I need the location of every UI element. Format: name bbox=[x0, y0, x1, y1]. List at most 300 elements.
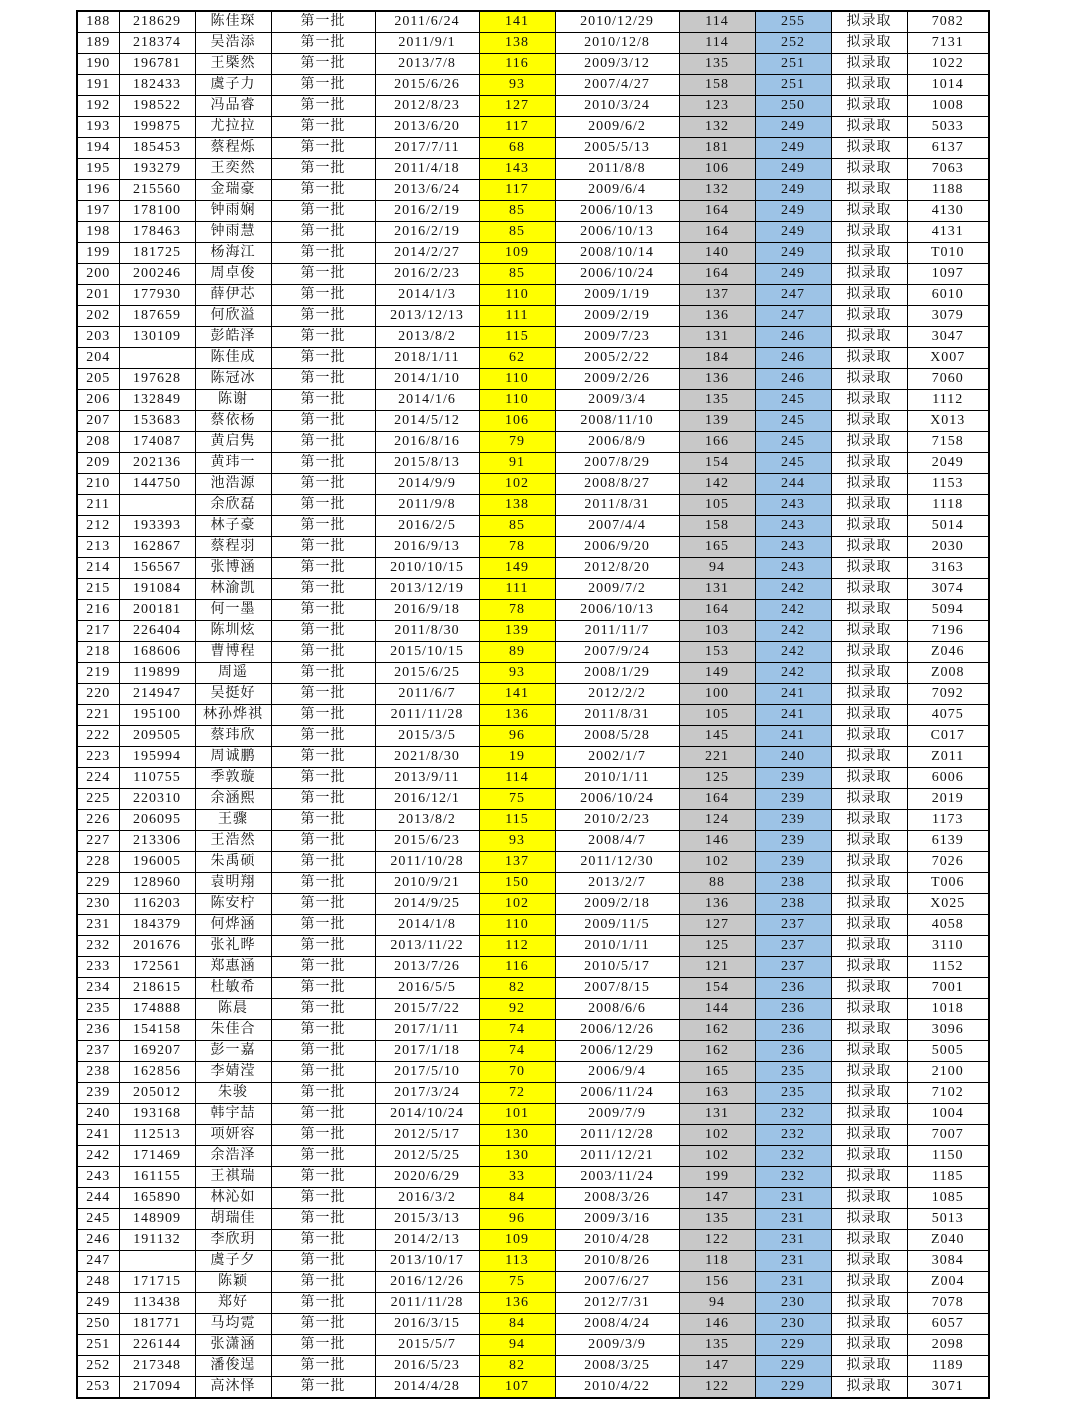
name-cell: 王浩然 bbox=[195, 831, 271, 852]
batch-cell: 第一批 bbox=[271, 222, 375, 243]
months2-cell: 145 bbox=[679, 726, 755, 747]
months2-cell: 158 bbox=[679, 75, 755, 96]
status-cell: 拟录取 bbox=[831, 369, 907, 390]
date2-cell: 2005/5/13 bbox=[555, 138, 679, 159]
table-row bbox=[77, 621, 989, 642]
rank-cell: 252 bbox=[77, 1356, 119, 1377]
months-cell: 107 bbox=[479, 1377, 555, 1399]
date1-cell: 2015/6/23 bbox=[375, 831, 479, 852]
name-cell: 陈佳琛 bbox=[195, 11, 271, 33]
table-row bbox=[77, 663, 989, 684]
code-cell: 6139 bbox=[907, 831, 989, 852]
batch-cell: 第一批 bbox=[271, 537, 375, 558]
date2-cell: 2008/3/25 bbox=[555, 1356, 679, 1377]
batch-cell: 第一批 bbox=[271, 1104, 375, 1125]
months-cell: 117 bbox=[479, 117, 555, 138]
table-row bbox=[77, 11, 989, 33]
id-cell: 213306 bbox=[119, 831, 195, 852]
rank-cell: 241 bbox=[77, 1125, 119, 1146]
date1-cell: 2016/12/1 bbox=[375, 789, 479, 810]
name-cell: 尤拉拉 bbox=[195, 117, 271, 138]
name-cell: 林渝凯 bbox=[195, 579, 271, 600]
rank-cell: 245 bbox=[77, 1209, 119, 1230]
table-row bbox=[77, 1335, 989, 1356]
code-cell: 3071 bbox=[907, 1377, 989, 1399]
date2-cell: 2012/2/2 bbox=[555, 684, 679, 705]
code-cell: 3047 bbox=[907, 327, 989, 348]
date1-cell: 2016/2/19 bbox=[375, 222, 479, 243]
name-cell: 李婧滢 bbox=[195, 1062, 271, 1083]
table-row bbox=[77, 915, 989, 936]
months-cell: 143 bbox=[479, 159, 555, 180]
status-cell: 拟录取 bbox=[831, 600, 907, 621]
months-cell: 94 bbox=[479, 1335, 555, 1356]
status-cell: 拟录取 bbox=[831, 789, 907, 810]
id-cell: 171469 bbox=[119, 1146, 195, 1167]
name-cell: 薛伊芯 bbox=[195, 285, 271, 306]
id-cell: 200246 bbox=[119, 264, 195, 285]
status-cell: 拟录取 bbox=[831, 1062, 907, 1083]
batch-cell: 第一批 bbox=[271, 978, 375, 999]
date2-cell: 2007/8/15 bbox=[555, 978, 679, 999]
batch-cell: 第一批 bbox=[271, 1251, 375, 1272]
months-cell: 113 bbox=[479, 1251, 555, 1272]
months2-cell: 199 bbox=[679, 1167, 755, 1188]
name-cell: 郑好 bbox=[195, 1293, 271, 1314]
rank-cell: 215 bbox=[77, 579, 119, 600]
rank-cell: 242 bbox=[77, 1146, 119, 1167]
name-cell: 蔡玮欣 bbox=[195, 726, 271, 747]
batch-cell: 第一批 bbox=[271, 348, 375, 369]
code-cell: 7131 bbox=[907, 33, 989, 54]
table-row bbox=[77, 327, 989, 348]
months-cell: 106 bbox=[479, 411, 555, 432]
date2-cell: 2010/4/22 bbox=[555, 1377, 679, 1399]
months-cell: 93 bbox=[479, 75, 555, 96]
table-row bbox=[77, 1020, 989, 1041]
months2-cell: 118 bbox=[679, 1251, 755, 1272]
months2-cell: 147 bbox=[679, 1356, 755, 1377]
months-cell: 111 bbox=[479, 306, 555, 327]
months-cell: 74 bbox=[479, 1041, 555, 1062]
months2-cell: 140 bbox=[679, 243, 755, 264]
rank-cell: 197 bbox=[77, 201, 119, 222]
months2-cell: 125 bbox=[679, 768, 755, 789]
id-cell: 184379 bbox=[119, 915, 195, 936]
code-cell: 7158 bbox=[907, 432, 989, 453]
name-cell: 林沁如 bbox=[195, 1188, 271, 1209]
date1-cell: 2017/7/11 bbox=[375, 138, 479, 159]
status-cell: 拟录取 bbox=[831, 873, 907, 894]
date2-cell: 2007/6/27 bbox=[555, 1272, 679, 1293]
date1-cell: 2011/6/24 bbox=[375, 11, 479, 33]
status-cell: 拟录取 bbox=[831, 1314, 907, 1335]
table-row bbox=[77, 726, 989, 747]
code-cell: 1153 bbox=[907, 474, 989, 495]
status-cell: 拟录取 bbox=[831, 1356, 907, 1377]
months2-cell: 131 bbox=[679, 1104, 755, 1125]
status-cell: 拟录取 bbox=[831, 663, 907, 684]
status-cell: 拟录取 bbox=[831, 684, 907, 705]
id-cell: 182433 bbox=[119, 75, 195, 96]
batch-cell: 第一批 bbox=[271, 957, 375, 978]
date2-cell: 2010/8/26 bbox=[555, 1251, 679, 1272]
id-cell: 110755 bbox=[119, 768, 195, 789]
rank-cell: 189 bbox=[77, 33, 119, 54]
batch-cell: 第一批 bbox=[271, 264, 375, 285]
name-cell: 潘俊逞 bbox=[195, 1356, 271, 1377]
months2-cell: 123 bbox=[679, 96, 755, 117]
rank-cell: 231 bbox=[77, 915, 119, 936]
status-cell: 拟录取 bbox=[831, 558, 907, 579]
date1-cell: 2015/5/7 bbox=[375, 1335, 479, 1356]
months2-cell: 158 bbox=[679, 516, 755, 537]
id-cell: 193168 bbox=[119, 1104, 195, 1125]
table-row bbox=[77, 453, 989, 474]
id-cell: 218374 bbox=[119, 33, 195, 54]
batch-cell: 第一批 bbox=[271, 1230, 375, 1251]
name-cell: 朱禹硕 bbox=[195, 852, 271, 873]
name-cell: 张礼晔 bbox=[195, 936, 271, 957]
months2-cell: 125 bbox=[679, 936, 755, 957]
table-row bbox=[77, 537, 989, 558]
rank-cell: 237 bbox=[77, 1041, 119, 1062]
code-cell: T010 bbox=[907, 243, 989, 264]
status-cell: 拟录取 bbox=[831, 1167, 907, 1188]
batch-cell: 第一批 bbox=[271, 705, 375, 726]
total-cell: 246 bbox=[755, 327, 831, 348]
code-cell: Z011 bbox=[907, 747, 989, 768]
code-cell: 2100 bbox=[907, 1062, 989, 1083]
rank-cell: 207 bbox=[77, 411, 119, 432]
batch-cell: 第一批 bbox=[271, 180, 375, 201]
id-cell: 193279 bbox=[119, 159, 195, 180]
batch-cell: 第一批 bbox=[271, 369, 375, 390]
id-cell: 199875 bbox=[119, 117, 195, 138]
months-cell: 136 bbox=[479, 705, 555, 726]
total-cell: 252 bbox=[755, 33, 831, 54]
months2-cell: 164 bbox=[679, 222, 755, 243]
table-row bbox=[77, 957, 989, 978]
months-cell: 75 bbox=[479, 789, 555, 810]
code-cell: 5005 bbox=[907, 1041, 989, 1062]
batch-cell: 第一批 bbox=[271, 852, 375, 873]
date2-cell: 2010/12/29 bbox=[555, 11, 679, 33]
rank-cell: 251 bbox=[77, 1335, 119, 1356]
id-cell: 116203 bbox=[119, 894, 195, 915]
code-cell: 5013 bbox=[907, 1209, 989, 1230]
date1-cell: 2014/1/10 bbox=[375, 369, 479, 390]
rank-cell: 228 bbox=[77, 852, 119, 873]
id-cell: 195994 bbox=[119, 747, 195, 768]
batch-cell: 第一批 bbox=[271, 936, 375, 957]
date1-cell: 2016/9/13 bbox=[375, 537, 479, 558]
date1-cell: 2013/9/11 bbox=[375, 768, 479, 789]
status-cell: 拟录取 bbox=[831, 243, 907, 264]
rank-cell: 222 bbox=[77, 726, 119, 747]
date2-cell: 2008/4/24 bbox=[555, 1314, 679, 1335]
batch-cell: 第一批 bbox=[271, 621, 375, 642]
batch-cell: 第一批 bbox=[271, 327, 375, 348]
total-cell: 239 bbox=[755, 852, 831, 873]
total-cell: 239 bbox=[755, 768, 831, 789]
date1-cell: 2011/11/28 bbox=[375, 1293, 479, 1314]
table-row bbox=[77, 1104, 989, 1125]
name-cell: 吴挺好 bbox=[195, 684, 271, 705]
rank-cell: 226 bbox=[77, 810, 119, 831]
rank-cell: 233 bbox=[77, 957, 119, 978]
table-row bbox=[77, 1041, 989, 1062]
date2-cell: 2009/7/9 bbox=[555, 1104, 679, 1125]
table-row bbox=[77, 1083, 989, 1104]
months-cell: 102 bbox=[479, 894, 555, 915]
batch-cell: 第一批 bbox=[271, 810, 375, 831]
total-cell: 249 bbox=[755, 138, 831, 159]
date1-cell: 2011/6/7 bbox=[375, 684, 479, 705]
name-cell: 余涵熙 bbox=[195, 789, 271, 810]
date2-cell: 2012/8/20 bbox=[555, 558, 679, 579]
total-cell: 245 bbox=[755, 453, 831, 474]
code-cell: 1018 bbox=[907, 999, 989, 1020]
id-cell: 119899 bbox=[119, 663, 195, 684]
status-cell: 拟录取 bbox=[831, 1251, 907, 1272]
id-cell: 217094 bbox=[119, 1377, 195, 1399]
status-cell: 拟录取 bbox=[831, 831, 907, 852]
date1-cell: 2016/3/15 bbox=[375, 1314, 479, 1335]
rank-cell: 196 bbox=[77, 180, 119, 201]
table-row bbox=[77, 1188, 989, 1209]
months2-cell: 131 bbox=[679, 579, 755, 600]
code-cell: 2019 bbox=[907, 789, 989, 810]
date2-cell: 2009/3/4 bbox=[555, 390, 679, 411]
table-row bbox=[77, 1356, 989, 1377]
rank-cell: 219 bbox=[77, 663, 119, 684]
name-cell: 何烨涵 bbox=[195, 915, 271, 936]
batch-cell: 第一批 bbox=[271, 1125, 375, 1146]
months-cell: 110 bbox=[479, 285, 555, 306]
months-cell: 136 bbox=[479, 1293, 555, 1314]
status-cell: 拟录取 bbox=[831, 11, 907, 33]
date1-cell: 2015/10/15 bbox=[375, 642, 479, 663]
total-cell: 243 bbox=[755, 495, 831, 516]
months-cell: 74 bbox=[479, 1020, 555, 1041]
total-cell: 249 bbox=[755, 264, 831, 285]
id-cell: 196781 bbox=[119, 54, 195, 75]
status-cell: 拟录取 bbox=[831, 75, 907, 96]
id-cell: 113438 bbox=[119, 1293, 195, 1314]
date1-cell: 2015/6/26 bbox=[375, 75, 479, 96]
id-cell: 154158 bbox=[119, 1020, 195, 1041]
name-cell: 何一墨 bbox=[195, 600, 271, 621]
months-cell: 137 bbox=[479, 852, 555, 873]
id-cell: 218615 bbox=[119, 978, 195, 999]
months2-cell: 163 bbox=[679, 1083, 755, 1104]
months2-cell: 164 bbox=[679, 264, 755, 285]
code-cell: 1188 bbox=[907, 180, 989, 201]
total-cell: 232 bbox=[755, 1167, 831, 1188]
table-row bbox=[77, 1146, 989, 1167]
code-cell: 4131 bbox=[907, 222, 989, 243]
code-cell: 1004 bbox=[907, 1104, 989, 1125]
table-row bbox=[77, 222, 989, 243]
months2-cell: 94 bbox=[679, 1293, 755, 1314]
date2-cell: 2008/5/28 bbox=[555, 726, 679, 747]
name-cell: 季敦璇 bbox=[195, 768, 271, 789]
batch-cell: 第一批 bbox=[271, 453, 375, 474]
total-cell: 244 bbox=[755, 474, 831, 495]
table-row bbox=[77, 495, 989, 516]
id-cell: 196005 bbox=[119, 852, 195, 873]
id-cell: 220310 bbox=[119, 789, 195, 810]
date2-cell: 2006/10/13 bbox=[555, 222, 679, 243]
table-row bbox=[77, 264, 989, 285]
date2-cell: 2006/8/9 bbox=[555, 432, 679, 453]
name-cell: 曹博程 bbox=[195, 642, 271, 663]
name-cell: 余欣磊 bbox=[195, 495, 271, 516]
months-cell: 68 bbox=[479, 138, 555, 159]
batch-cell: 第一批 bbox=[271, 789, 375, 810]
table-row bbox=[77, 873, 989, 894]
months-cell: 116 bbox=[479, 957, 555, 978]
id-cell: 195100 bbox=[119, 705, 195, 726]
name-cell: 王奕然 bbox=[195, 159, 271, 180]
table-row bbox=[77, 1062, 989, 1083]
code-cell: 3096 bbox=[907, 1020, 989, 1041]
total-cell: 241 bbox=[755, 726, 831, 747]
table-row bbox=[77, 138, 989, 159]
rank-cell: 213 bbox=[77, 537, 119, 558]
batch-cell: 第一批 bbox=[271, 1188, 375, 1209]
status-cell: 拟录取 bbox=[831, 390, 907, 411]
code-cell: 5014 bbox=[907, 516, 989, 537]
batch-cell: 第一批 bbox=[271, 306, 375, 327]
table-row bbox=[77, 33, 989, 54]
months-cell: 79 bbox=[479, 432, 555, 453]
months-cell: 82 bbox=[479, 1356, 555, 1377]
total-cell: 242 bbox=[755, 621, 831, 642]
code-cell: 7026 bbox=[907, 852, 989, 873]
months2-cell: 162 bbox=[679, 1041, 755, 1062]
months2-cell: 139 bbox=[679, 411, 755, 432]
rank-cell: 223 bbox=[77, 747, 119, 768]
code-cell: 3074 bbox=[907, 579, 989, 600]
months-cell: 19 bbox=[479, 747, 555, 768]
code-cell: 3079 bbox=[907, 306, 989, 327]
months2-cell: 156 bbox=[679, 1272, 755, 1293]
months-cell: 92 bbox=[479, 999, 555, 1020]
months-cell: 84 bbox=[479, 1188, 555, 1209]
date2-cell: 2008/6/6 bbox=[555, 999, 679, 1020]
total-cell: 239 bbox=[755, 789, 831, 810]
months-cell: 110 bbox=[479, 915, 555, 936]
total-cell: 242 bbox=[755, 642, 831, 663]
name-cell: 吴浩添 bbox=[195, 33, 271, 54]
name-cell: 钟雨慧 bbox=[195, 222, 271, 243]
code-cell: 7102 bbox=[907, 1083, 989, 1104]
status-cell: 拟录取 bbox=[831, 768, 907, 789]
date2-cell: 2011/8/31 bbox=[555, 705, 679, 726]
status-cell: 拟录取 bbox=[831, 348, 907, 369]
code-cell: 1014 bbox=[907, 75, 989, 96]
total-cell: 242 bbox=[755, 600, 831, 621]
total-cell: 235 bbox=[755, 1083, 831, 1104]
code-cell: 3163 bbox=[907, 558, 989, 579]
table-row bbox=[77, 642, 989, 663]
name-cell: 周遥 bbox=[195, 663, 271, 684]
months-cell: 112 bbox=[479, 936, 555, 957]
name-cell: 陈谢 bbox=[195, 390, 271, 411]
table-row bbox=[77, 684, 989, 705]
batch-cell: 第一批 bbox=[271, 138, 375, 159]
status-cell: 拟录取 bbox=[831, 537, 907, 558]
date1-cell: 2013/8/2 bbox=[375, 327, 479, 348]
status-cell: 拟录取 bbox=[831, 327, 907, 348]
months2-cell: 135 bbox=[679, 1209, 755, 1230]
rank-cell: 247 bbox=[77, 1251, 119, 1272]
months2-cell: 136 bbox=[679, 369, 755, 390]
total-cell: 231 bbox=[755, 1251, 831, 1272]
status-cell: 拟录取 bbox=[831, 411, 907, 432]
date2-cell: 2007/9/24 bbox=[555, 642, 679, 663]
table-row bbox=[77, 579, 989, 600]
rank-cell: 210 bbox=[77, 474, 119, 495]
status-cell: 拟录取 bbox=[831, 495, 907, 516]
status-cell: 拟录取 bbox=[831, 1041, 907, 1062]
months-cell: 82 bbox=[479, 978, 555, 999]
id-cell: 187659 bbox=[119, 306, 195, 327]
date1-cell: 2011/8/30 bbox=[375, 621, 479, 642]
code-cell: Z040 bbox=[907, 1230, 989, 1251]
name-cell: 高沐怿 bbox=[195, 1377, 271, 1399]
batch-cell: 第一批 bbox=[271, 1314, 375, 1335]
rank-cell: 238 bbox=[77, 1062, 119, 1083]
date1-cell: 2016/12/26 bbox=[375, 1272, 479, 1293]
code-cell: X007 bbox=[907, 348, 989, 369]
batch-cell: 第一批 bbox=[271, 558, 375, 579]
date2-cell: 2010/2/23 bbox=[555, 810, 679, 831]
rank-cell: 205 bbox=[77, 369, 119, 390]
code-cell: 2098 bbox=[907, 1335, 989, 1356]
id-cell: 178463 bbox=[119, 222, 195, 243]
rank-cell: 201 bbox=[77, 285, 119, 306]
date2-cell: 2006/10/13 bbox=[555, 201, 679, 222]
months2-cell: 142 bbox=[679, 474, 755, 495]
table-row bbox=[77, 852, 989, 873]
table-row bbox=[77, 54, 989, 75]
total-cell: 229 bbox=[755, 1335, 831, 1356]
status-cell: 拟录取 bbox=[831, 1146, 907, 1167]
date2-cell: 2006/12/26 bbox=[555, 1020, 679, 1041]
rank-cell: 212 bbox=[77, 516, 119, 537]
date2-cell: 2007/4/4 bbox=[555, 516, 679, 537]
name-cell: 胡瑞佳 bbox=[195, 1209, 271, 1230]
rank-cell: 211 bbox=[77, 495, 119, 516]
status-cell: 拟录取 bbox=[831, 474, 907, 495]
code-cell: 7078 bbox=[907, 1293, 989, 1314]
months2-cell: 127 bbox=[679, 915, 755, 936]
total-cell: 232 bbox=[755, 1104, 831, 1125]
date2-cell: 2006/12/29 bbox=[555, 1041, 679, 1062]
total-cell: 255 bbox=[755, 11, 831, 33]
id-cell: 132849 bbox=[119, 390, 195, 411]
date1-cell: 2014/2/13 bbox=[375, 1230, 479, 1251]
months-cell: 93 bbox=[479, 831, 555, 852]
total-cell: 246 bbox=[755, 348, 831, 369]
total-cell: 236 bbox=[755, 1041, 831, 1062]
date2-cell: 2006/11/24 bbox=[555, 1083, 679, 1104]
name-cell: 项妍容 bbox=[195, 1125, 271, 1146]
name-cell: 陈佳成 bbox=[195, 348, 271, 369]
